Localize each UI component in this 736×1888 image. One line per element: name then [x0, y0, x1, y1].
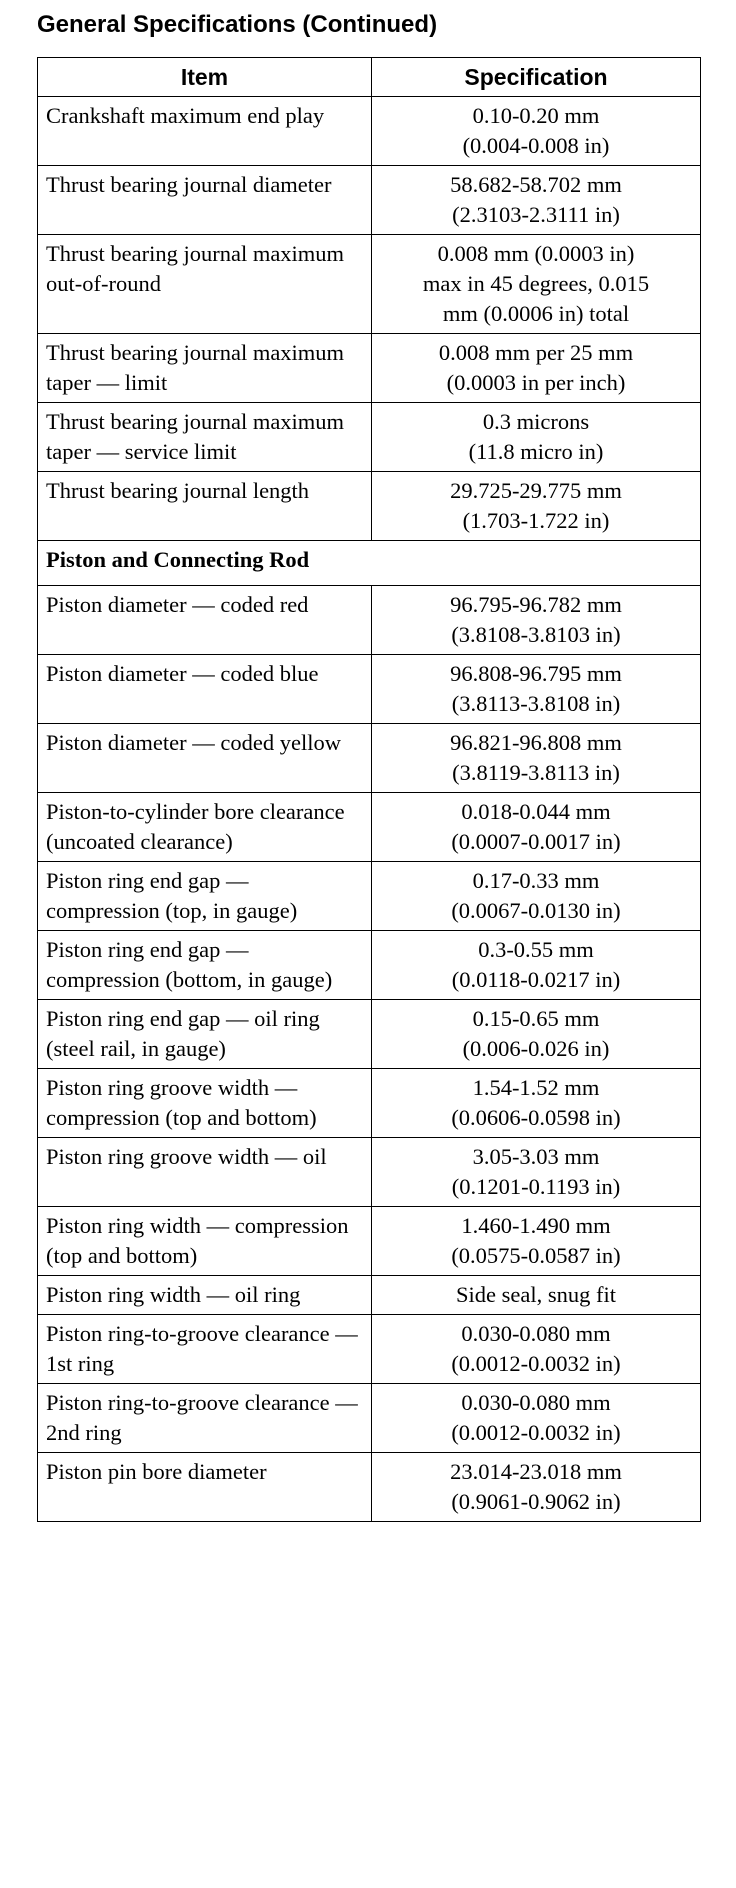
item-cell: Thrust bearing journal diameter: [38, 166, 372, 235]
column-header-item: Item: [38, 58, 372, 97]
spec-cell: 0.3 microns (11.8 micro in): [372, 403, 701, 472]
item-cell: Piston ring groove width — compression (top and bottom): [38, 1069, 372, 1138]
item-cell: Piston diameter — coded yellow: [38, 724, 372, 793]
spec-cell: 96.795-96.782 mm (3.8108-3.8103 in): [372, 586, 701, 655]
item-cell: Piston pin bore diameter: [38, 1453, 372, 1522]
table-row: [38, 472, 701, 541]
item-cell: Piston ring end gap — compression (top, in gauge): [38, 862, 372, 931]
item-cell: Piston ring end gap — compression (bottom, in gauge): [38, 931, 372, 1000]
table-header-row: [38, 58, 701, 97]
spec-cell: 0.15-0.65 mm (0.006-0.026 in): [372, 1000, 701, 1069]
table-row: [38, 1276, 701, 1315]
spec-cell: 0.030-0.080 mm (0.0012-0.0032 in): [372, 1315, 701, 1384]
table-row: [38, 235, 701, 334]
item-cell: Thrust bearing journal length: [38, 472, 372, 541]
table-row: [38, 166, 701, 235]
section-heading: Piston and Connecting Rod: [38, 541, 701, 586]
table-row: [38, 1000, 701, 1069]
table-row: [38, 793, 701, 862]
item-cell: Crankshaft maximum end play: [38, 97, 372, 166]
table-row: [38, 655, 701, 724]
item-cell: Piston diameter — coded red: [38, 586, 372, 655]
table-row: [38, 1207, 701, 1276]
spec-cell: 3.05-3.03 mm (0.1201-0.1193 in): [372, 1138, 701, 1207]
item-cell: Piston ring end gap — oil ring (steel rail, in gauge): [38, 1000, 372, 1069]
spec-cell: 0.008 mm per 25 mm (0.0003 in per inch): [372, 334, 701, 403]
item-cell: Piston ring groove width — oil: [38, 1138, 372, 1207]
item-cell: Piston-to-cylinder bore clearance (uncoated clearance): [38, 793, 372, 862]
spec-cell: 0.3-0.55 mm (0.0118-0.0217 in): [372, 931, 701, 1000]
table-row: [38, 931, 701, 1000]
spec-cell: 29.725-29.775 mm (1.703-1.722 in): [372, 472, 701, 541]
spec-cell: 1.54-1.52 mm (0.0606-0.0598 in): [372, 1069, 701, 1138]
page-title: General Specifications (Continued): [37, 11, 438, 38]
table-row: [38, 1138, 701, 1207]
table-row: [38, 334, 701, 403]
spec-cell: 0.008 mm (0.0003 in) max in 45 degrees, 0.015 mm (0.0006 in) total: [372, 235, 701, 334]
table-row: [38, 862, 701, 931]
item-cell: Thrust bearing journal maximum taper — service limit: [38, 403, 372, 472]
item-cell: Piston ring width — compression (top and bottom): [38, 1207, 372, 1276]
table-row: [38, 1069, 701, 1138]
table-row: [38, 1453, 701, 1522]
item-cell: Piston ring-to-groove clearance — 1st ring: [38, 1315, 372, 1384]
item-cell: Piston diameter — coded blue: [38, 655, 372, 724]
item-cell: Piston ring-to-groove clearance — 2nd ring: [38, 1384, 372, 1453]
table-row: [38, 403, 701, 472]
section-heading-row: [38, 541, 701, 586]
spec-cell: 96.821-96.808 mm (3.8119-3.8113 in): [372, 724, 701, 793]
spec-cell: 23.014-23.018 mm (0.9061-0.9062 in): [372, 1453, 701, 1522]
spec-cell: 58.682-58.702 mm (2.3103-2.3111 in): [372, 166, 701, 235]
column-header-specification: Specification: [372, 58, 701, 97]
item-cell: Thrust bearing journal maximum out-of-round: [38, 235, 372, 334]
spec-cell: 0.030-0.080 mm (0.0012-0.0032 in): [372, 1384, 701, 1453]
spec-cell: Side seal, snug fit: [372, 1276, 701, 1315]
spec-cell: 1.460-1.490 mm (0.0575-0.0587 in): [372, 1207, 701, 1276]
table-row: [38, 586, 701, 655]
specifications-table: [37, 57, 701, 1522]
item-cell: Thrust bearing journal maximum taper — limit: [38, 334, 372, 403]
table-row: [38, 1315, 701, 1384]
spec-cell: 0.17-0.33 mm (0.0067-0.0130 in): [372, 862, 701, 931]
table-row: [38, 1384, 701, 1453]
spec-cell: 96.808-96.795 mm (3.8113-3.8108 in): [372, 655, 701, 724]
table-row: [38, 724, 701, 793]
spec-cell: 0.10-0.20 mm (0.004-0.008 in): [372, 97, 701, 166]
table-row: [38, 97, 701, 166]
item-cell: Piston ring width — oil ring: [38, 1276, 372, 1315]
spec-cell: 0.018-0.044 mm (0.0007-0.0017 in): [372, 793, 701, 862]
